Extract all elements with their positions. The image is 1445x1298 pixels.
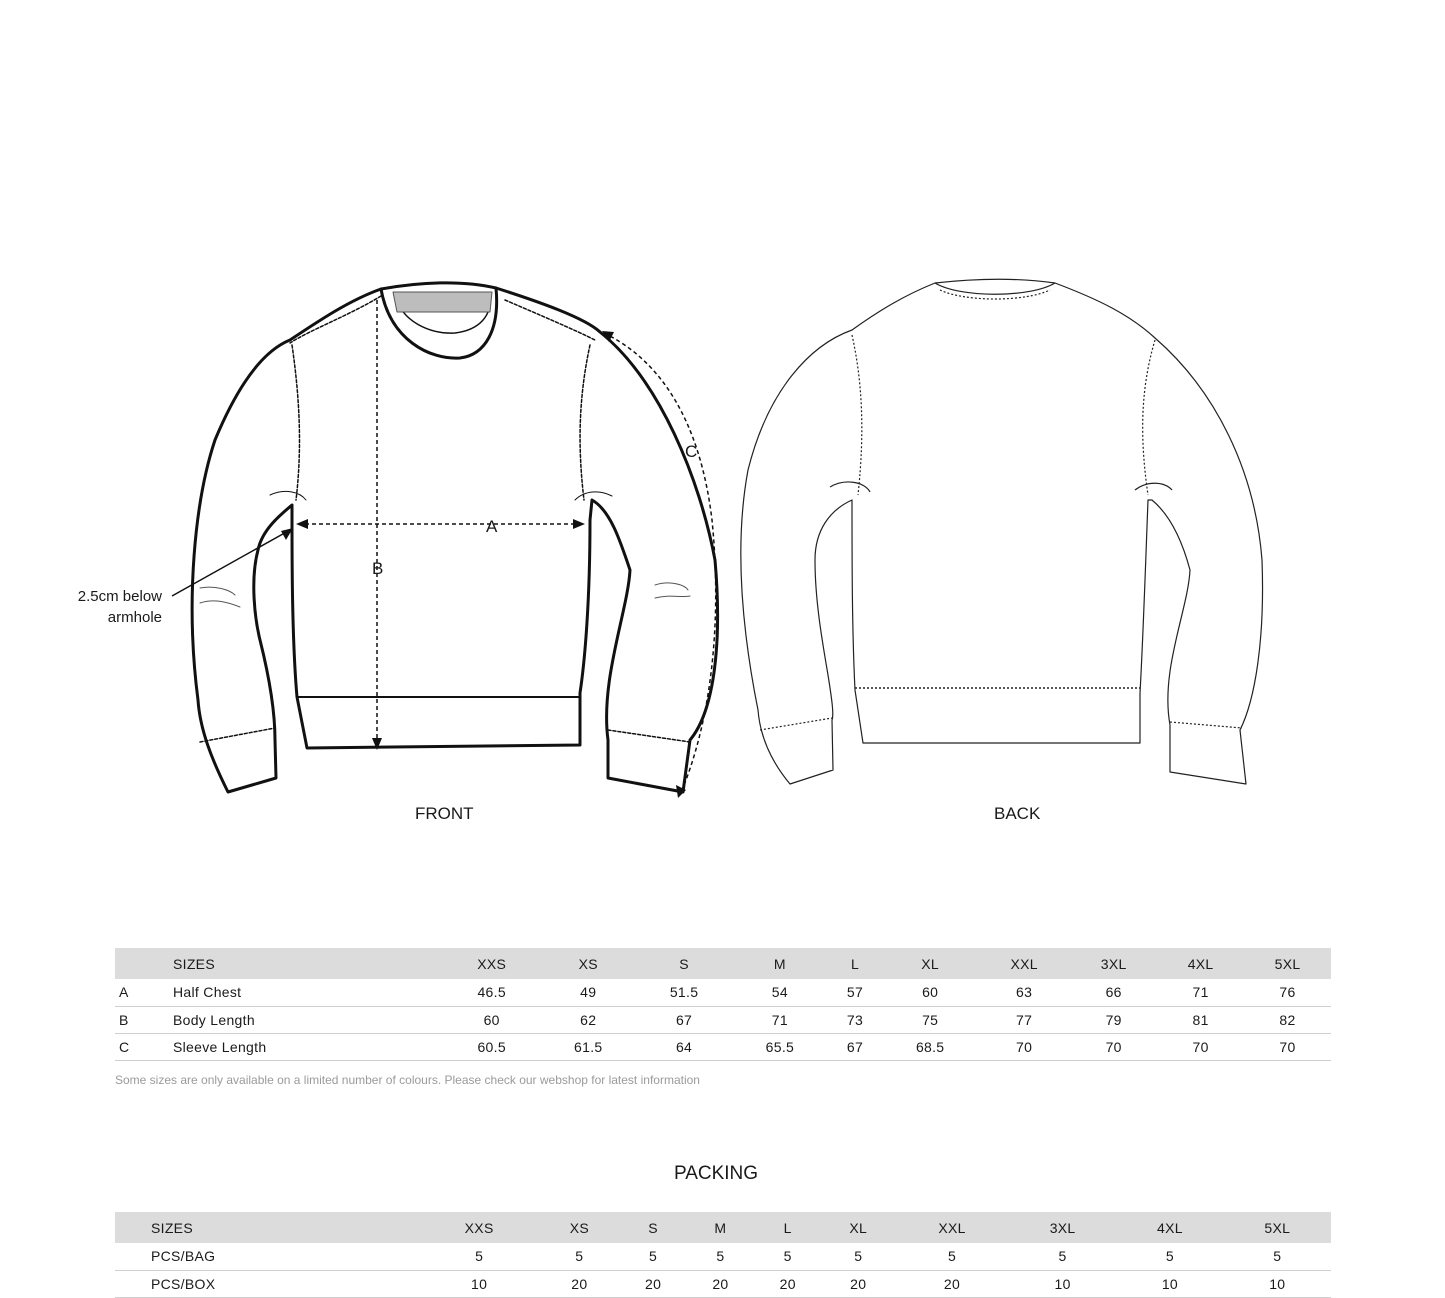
size-header: 5XL: [1274, 955, 1301, 972]
cell: 20: [571, 1275, 588, 1292]
sizes-header-label: SIZES: [173, 955, 215, 972]
cell: 51.5: [669, 984, 699, 1001]
cell: 20: [850, 1275, 867, 1292]
cell: 67: [675, 1011, 693, 1028]
packing-sizes-label: SIZES: [151, 1219, 193, 1236]
armhole-note-line1: 2.5cm below: [77, 588, 162, 605]
cell: 49: [580, 984, 597, 1001]
cell: 75: [922, 1011, 939, 1028]
cell: 5: [947, 1248, 957, 1265]
back-sweatshirt: [741, 279, 1263, 784]
cell: 73: [846, 1011, 864, 1028]
table-row: [115, 1243, 1331, 1270]
cell: 70: [1279, 1038, 1296, 1055]
size-header: XS: [578, 955, 598, 972]
cell: 61.5: [574, 1038, 603, 1055]
measure-lines: [298, 300, 716, 795]
size-header: 4XL: [1157, 1219, 1183, 1236]
cell: 60: [922, 984, 939, 1001]
size-header: S: [648, 1219, 658, 1236]
cell: 10: [1054, 1275, 1071, 1292]
cell: 63: [1016, 984, 1033, 1001]
cell: 5: [1165, 1248, 1174, 1265]
size-header: 5XL: [1264, 1219, 1291, 1236]
cell: 5: [1058, 1248, 1067, 1265]
cell: 20: [712, 1275, 729, 1292]
cell: 5: [475, 1248, 484, 1265]
back-label: BACK: [994, 804, 1041, 823]
row-code: A: [119, 984, 129, 1001]
cell: 64: [675, 1038, 693, 1055]
cell: 10: [1161, 1275, 1179, 1292]
cell: 10: [471, 1275, 488, 1292]
size-header: M: [773, 955, 786, 972]
dim-a-label: A: [486, 517, 498, 536]
cell: 20: [779, 1275, 796, 1292]
front-label: FRONT: [415, 804, 474, 823]
size-header: 3XL: [1049, 1219, 1076, 1236]
cell: 5: [575, 1248, 584, 1265]
cell: 5: [1273, 1248, 1282, 1265]
row-name: PCS/BOX: [151, 1275, 216, 1292]
cell: 5: [649, 1248, 658, 1265]
row-name: Half Chest: [173, 984, 242, 1001]
table-row: [115, 1006, 1331, 1033]
size-table-header: [115, 948, 1331, 979]
row-name: Sleeve Length: [173, 1038, 267, 1055]
size-header: 4XL: [1187, 955, 1214, 972]
size-header: XL: [849, 1219, 868, 1236]
cell: 20: [645, 1275, 662, 1292]
size-header: XXS: [477, 955, 507, 972]
cell: 82: [1279, 1011, 1296, 1028]
cell: 65.5: [765, 1038, 795, 1055]
size-header: XXL: [938, 1219, 966, 1236]
cell: 66: [1105, 984, 1122, 1001]
size-header: XS: [569, 1219, 589, 1236]
cell: 60.5: [477, 1038, 506, 1055]
packing-table: [115, 1212, 1331, 1298]
size-header: 3XL: [1100, 955, 1127, 972]
armhole-note-line2: armhole: [107, 609, 162, 626]
packing-table-header: [115, 1212, 1331, 1243]
cell: 76: [1279, 984, 1296, 1001]
size-header: XL: [921, 955, 940, 972]
note-arrow: [172, 530, 290, 596]
table-row: [115, 979, 1331, 1006]
cell: 67: [846, 1038, 864, 1055]
cell: 70: [1016, 1038, 1033, 1055]
dim-b-label: B: [372, 559, 384, 578]
cell: 77: [1016, 1011, 1033, 1028]
row-name: Body Length: [173, 1011, 255, 1028]
cell: 20: [943, 1275, 961, 1292]
size-header: S: [679, 955, 689, 972]
row-code: B: [119, 1011, 129, 1028]
cell: 54: [771, 984, 788, 1001]
cell: 68.5: [915, 1038, 945, 1055]
size-header: L: [850, 955, 860, 972]
dim-c-label: C: [685, 442, 698, 461]
cell: 62: [580, 1011, 597, 1028]
cell: 70: [1192, 1038, 1209, 1055]
front-sweatshirt: [192, 283, 717, 792]
cell: 5: [783, 1248, 792, 1265]
table-row: [115, 1270, 1331, 1297]
size-header: M: [714, 1219, 727, 1236]
cell: 57: [846, 984, 864, 1001]
size-header: XXS: [464, 1219, 494, 1236]
row-name: PCS/BAG: [151, 1248, 216, 1265]
cell: 60: [483, 1011, 500, 1028]
armhole-note: [40, 586, 162, 628]
table-row: [115, 1033, 1331, 1060]
row-code: C: [119, 1038, 130, 1055]
size-table: [115, 948, 1331, 1061]
cell: 71: [1192, 984, 1209, 1001]
size-disclaimer: Some sizes are only available on a limited number of colours. Please check our webshop for latest information: [115, 1073, 700, 1087]
cell: 5: [854, 1248, 863, 1265]
packing-title: PACKING: [673, 1163, 759, 1184]
cell: 71: [771, 1011, 788, 1028]
size-header: L: [783, 1219, 792, 1236]
cell: 46.5: [477, 984, 506, 1001]
cell: 70: [1105, 1038, 1122, 1055]
cell: 81: [1192, 1011, 1209, 1028]
cell: 10: [1269, 1275, 1286, 1292]
size-header: XXL: [1010, 955, 1038, 972]
cell: 79: [1105, 1011, 1122, 1028]
cell: 5: [716, 1248, 725, 1265]
